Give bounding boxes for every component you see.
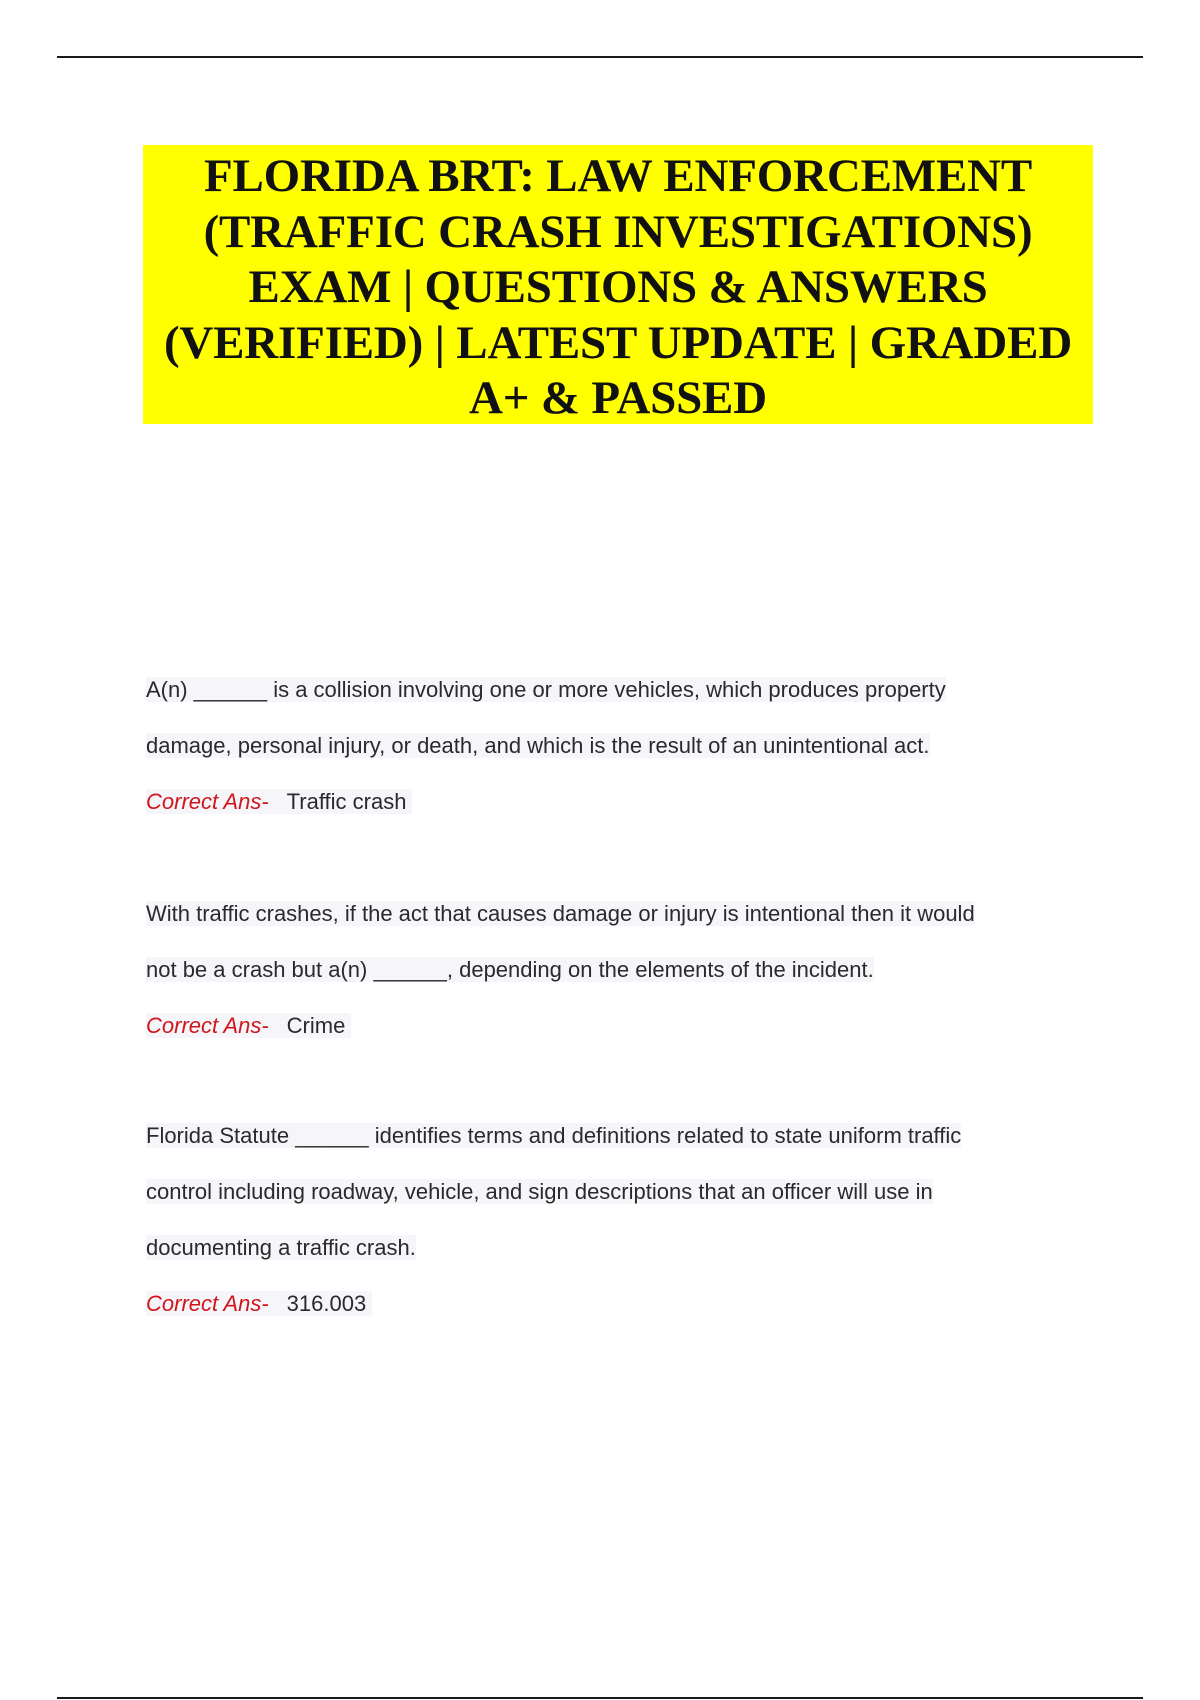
title-line: (TRAFFIC CRASH INVESTIGATIONS) (203, 205, 1033, 258)
question-block-3 (146, 1108, 1076, 1332)
question-text-line: Florida Statute ______ identifies terms and definitions related to state uniform traffic (146, 1123, 962, 1148)
question-text-line: With traffic crashes, if the act that causes damage or injury is intentional then it would (146, 901, 975, 926)
title-line: A+ & PASSED (469, 372, 767, 424)
header-rule (57, 56, 1143, 58)
question-text-line: A(n) ______ is a collision involving one or more vehicles, which produces property (146, 677, 946, 702)
answer-line (146, 1276, 1076, 1332)
answer-label: Correct Ans- (146, 1291, 287, 1316)
answer-line (146, 774, 1076, 830)
question-text-line: documenting a traffic crash. (146, 1235, 416, 1260)
answer-value: Traffic crash (287, 789, 413, 814)
answer-label: Correct Ans- (146, 789, 287, 814)
question-text-line: not be a crash but a(n) ______, depending on the elements of the incident. (146, 957, 874, 982)
question-block-1 (146, 662, 1076, 830)
document-title-block (143, 145, 1093, 424)
title-line: FLORIDA BRT: LAW ENFORCEMENT (204, 150, 1032, 202)
answer-value: 316.003 (287, 1291, 373, 1316)
question-block-2 (146, 886, 1076, 1054)
answer-label: Correct Ans- (146, 1013, 287, 1038)
question-text-line: damage, personal injury, or death, and which is the result of an unintentional act. (146, 733, 930, 758)
answer-line (146, 998, 1076, 1054)
answer-value: Crime (287, 1013, 352, 1038)
title-line: EXAM | QUESTIONS & ANSWERS (248, 261, 988, 313)
title-line: (VERIFIED) | LATEST UPDATE | GRADED (163, 316, 1073, 369)
question-text-line: control including roadway, vehicle, and sign descriptions that an officer will use in (146, 1179, 933, 1204)
footer-rule (57, 1697, 1143, 1699)
